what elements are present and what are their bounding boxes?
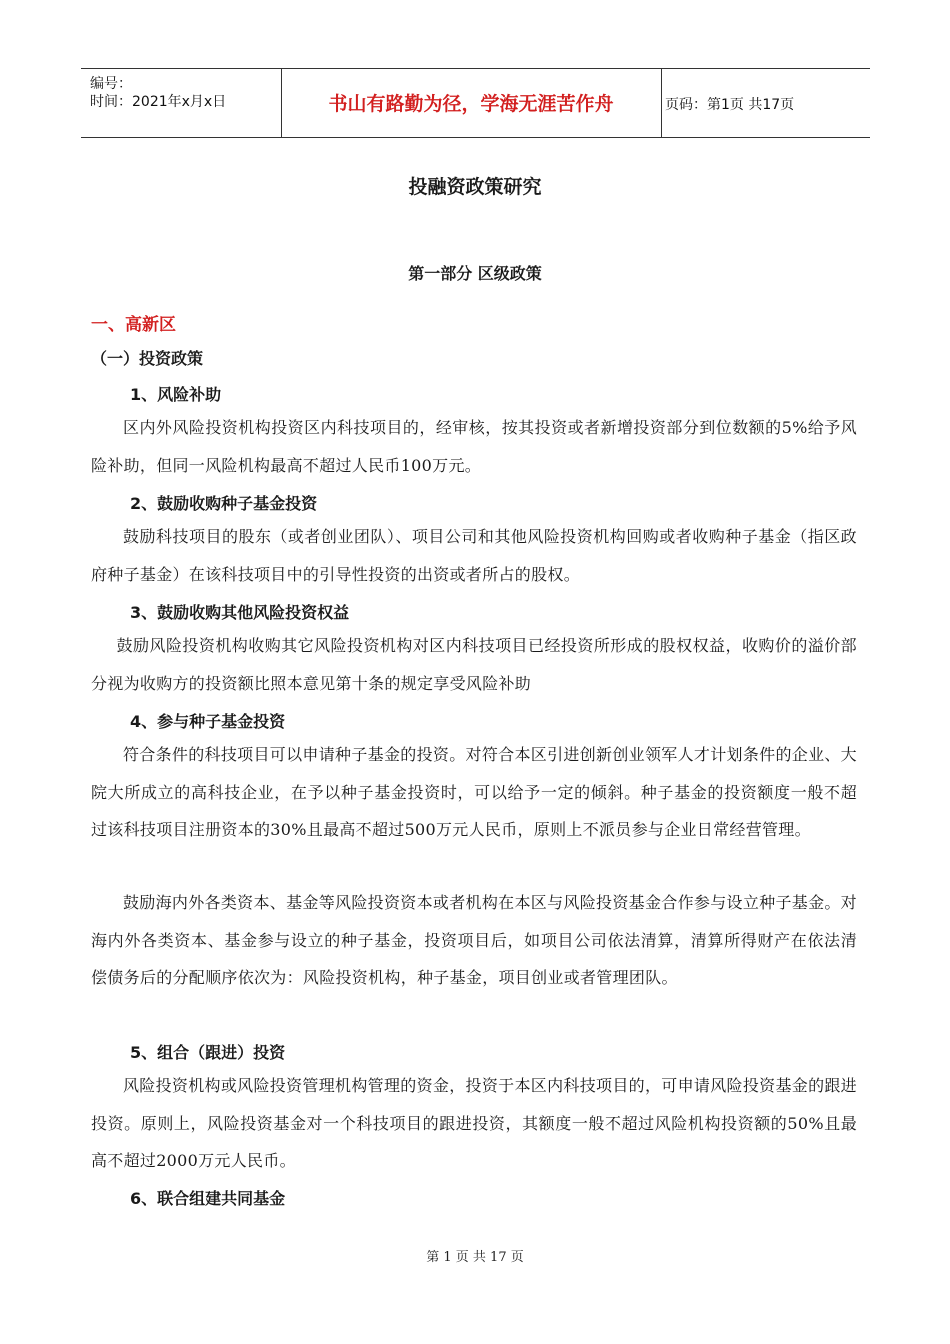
item-heading-1: 1、风险补助 bbox=[130, 385, 222, 404]
item-heading-3: 3、鼓励收购其他风险投资权益 bbox=[130, 603, 350, 622]
paragraph-4a: 符合条件的科技项目可以申请种子基金的投资。对符合本区引进创新创业领军人才计划条件的企业、大院大所成立的高科技企业，在予以种子基金投资时，可以给予一定的倾斜。种子基金的投资额度一般不超过该科技项目注册资本的30%且最高不超过500万元人民币，原则上不派员参与企业日常经营管理。 bbox=[91, 745, 857, 839]
item-heading-6: 6、联合组建共同基金 bbox=[130, 1189, 286, 1208]
part-title: 第一部分 区级政策 bbox=[408, 264, 542, 283]
header-motto-cell bbox=[281, 69, 662, 137]
paragraph-2: 鼓励科技项目的股东（或者创业团队）、项目公司和其他风险投资机构回购或者收购种子基金（指区政府种子基金）在该科技项目中的引导性投资的出资或者所占的股权。 bbox=[91, 527, 857, 584]
paragraph-1: 区内外风险投资机构投资区内科技项目的，经审核，按其投资或者新增投资部分到位数额的5%给予风险补助，但同一风险机构最高不超过人民币100万元。 bbox=[91, 418, 857, 475]
document-header bbox=[81, 68, 870, 138]
item-heading-4: 4、参与种子基金投资 bbox=[130, 712, 286, 731]
header-page-cell bbox=[661, 69, 870, 137]
document-title: 投融资政策研究 bbox=[408, 176, 542, 198]
motto-text: 书山有路勤为径，学海无涯苦作舟 bbox=[328, 93, 614, 115]
item-heading-2: 2、鼓励收购种子基金投资 bbox=[130, 494, 318, 513]
page-info: 页码：第1页 共17页 bbox=[665, 97, 795, 113]
page-footer: 第 1 页 共 17 页 bbox=[426, 1250, 524, 1265]
paragraph-3: 鼓励风险投资机构收购其它风险投资机构对区内科技项目已经投资所形成的股权权益，收购价的溢价部分视为收购方的投资额比照本意见第十条的规定享受风险补助 bbox=[91, 636, 857, 693]
item-heading-5: 5、组合（跟进）投资 bbox=[130, 1043, 286, 1062]
section-heading: 一、高新区 bbox=[91, 315, 176, 335]
serial-label: 编号： bbox=[90, 76, 132, 92]
paragraph-4b: 鼓励海内外各类资本、基金等风险投资资本或者机构在本区与风险投资基金合作参与设立种子基金。对海内外各类资本、基金参与设立的种子基金，投资项目后，如项目公司依法清算，清算所得财产在依法清偿债务后的分配顺序依次为：风险投资机构，种子基金，项目创业或者管理团队。 bbox=[91, 893, 857, 987]
subsection-heading: （一）投资政策 bbox=[91, 349, 204, 368]
paragraph-5: 风险投资机构或风险投资管理机构管理的资金，投资于本区内科技项目的，可申请风险投资基金的跟进投资。原则上，风险投资基金对一个科技项目的跟进投资，其额度一般不超过风险机构投资额的50%且最高不超过2000万元人民币。 bbox=[91, 1076, 857, 1170]
time-label: 时间：2021年x月x日 bbox=[90, 94, 227, 110]
header-meta-cell bbox=[81, 69, 282, 137]
